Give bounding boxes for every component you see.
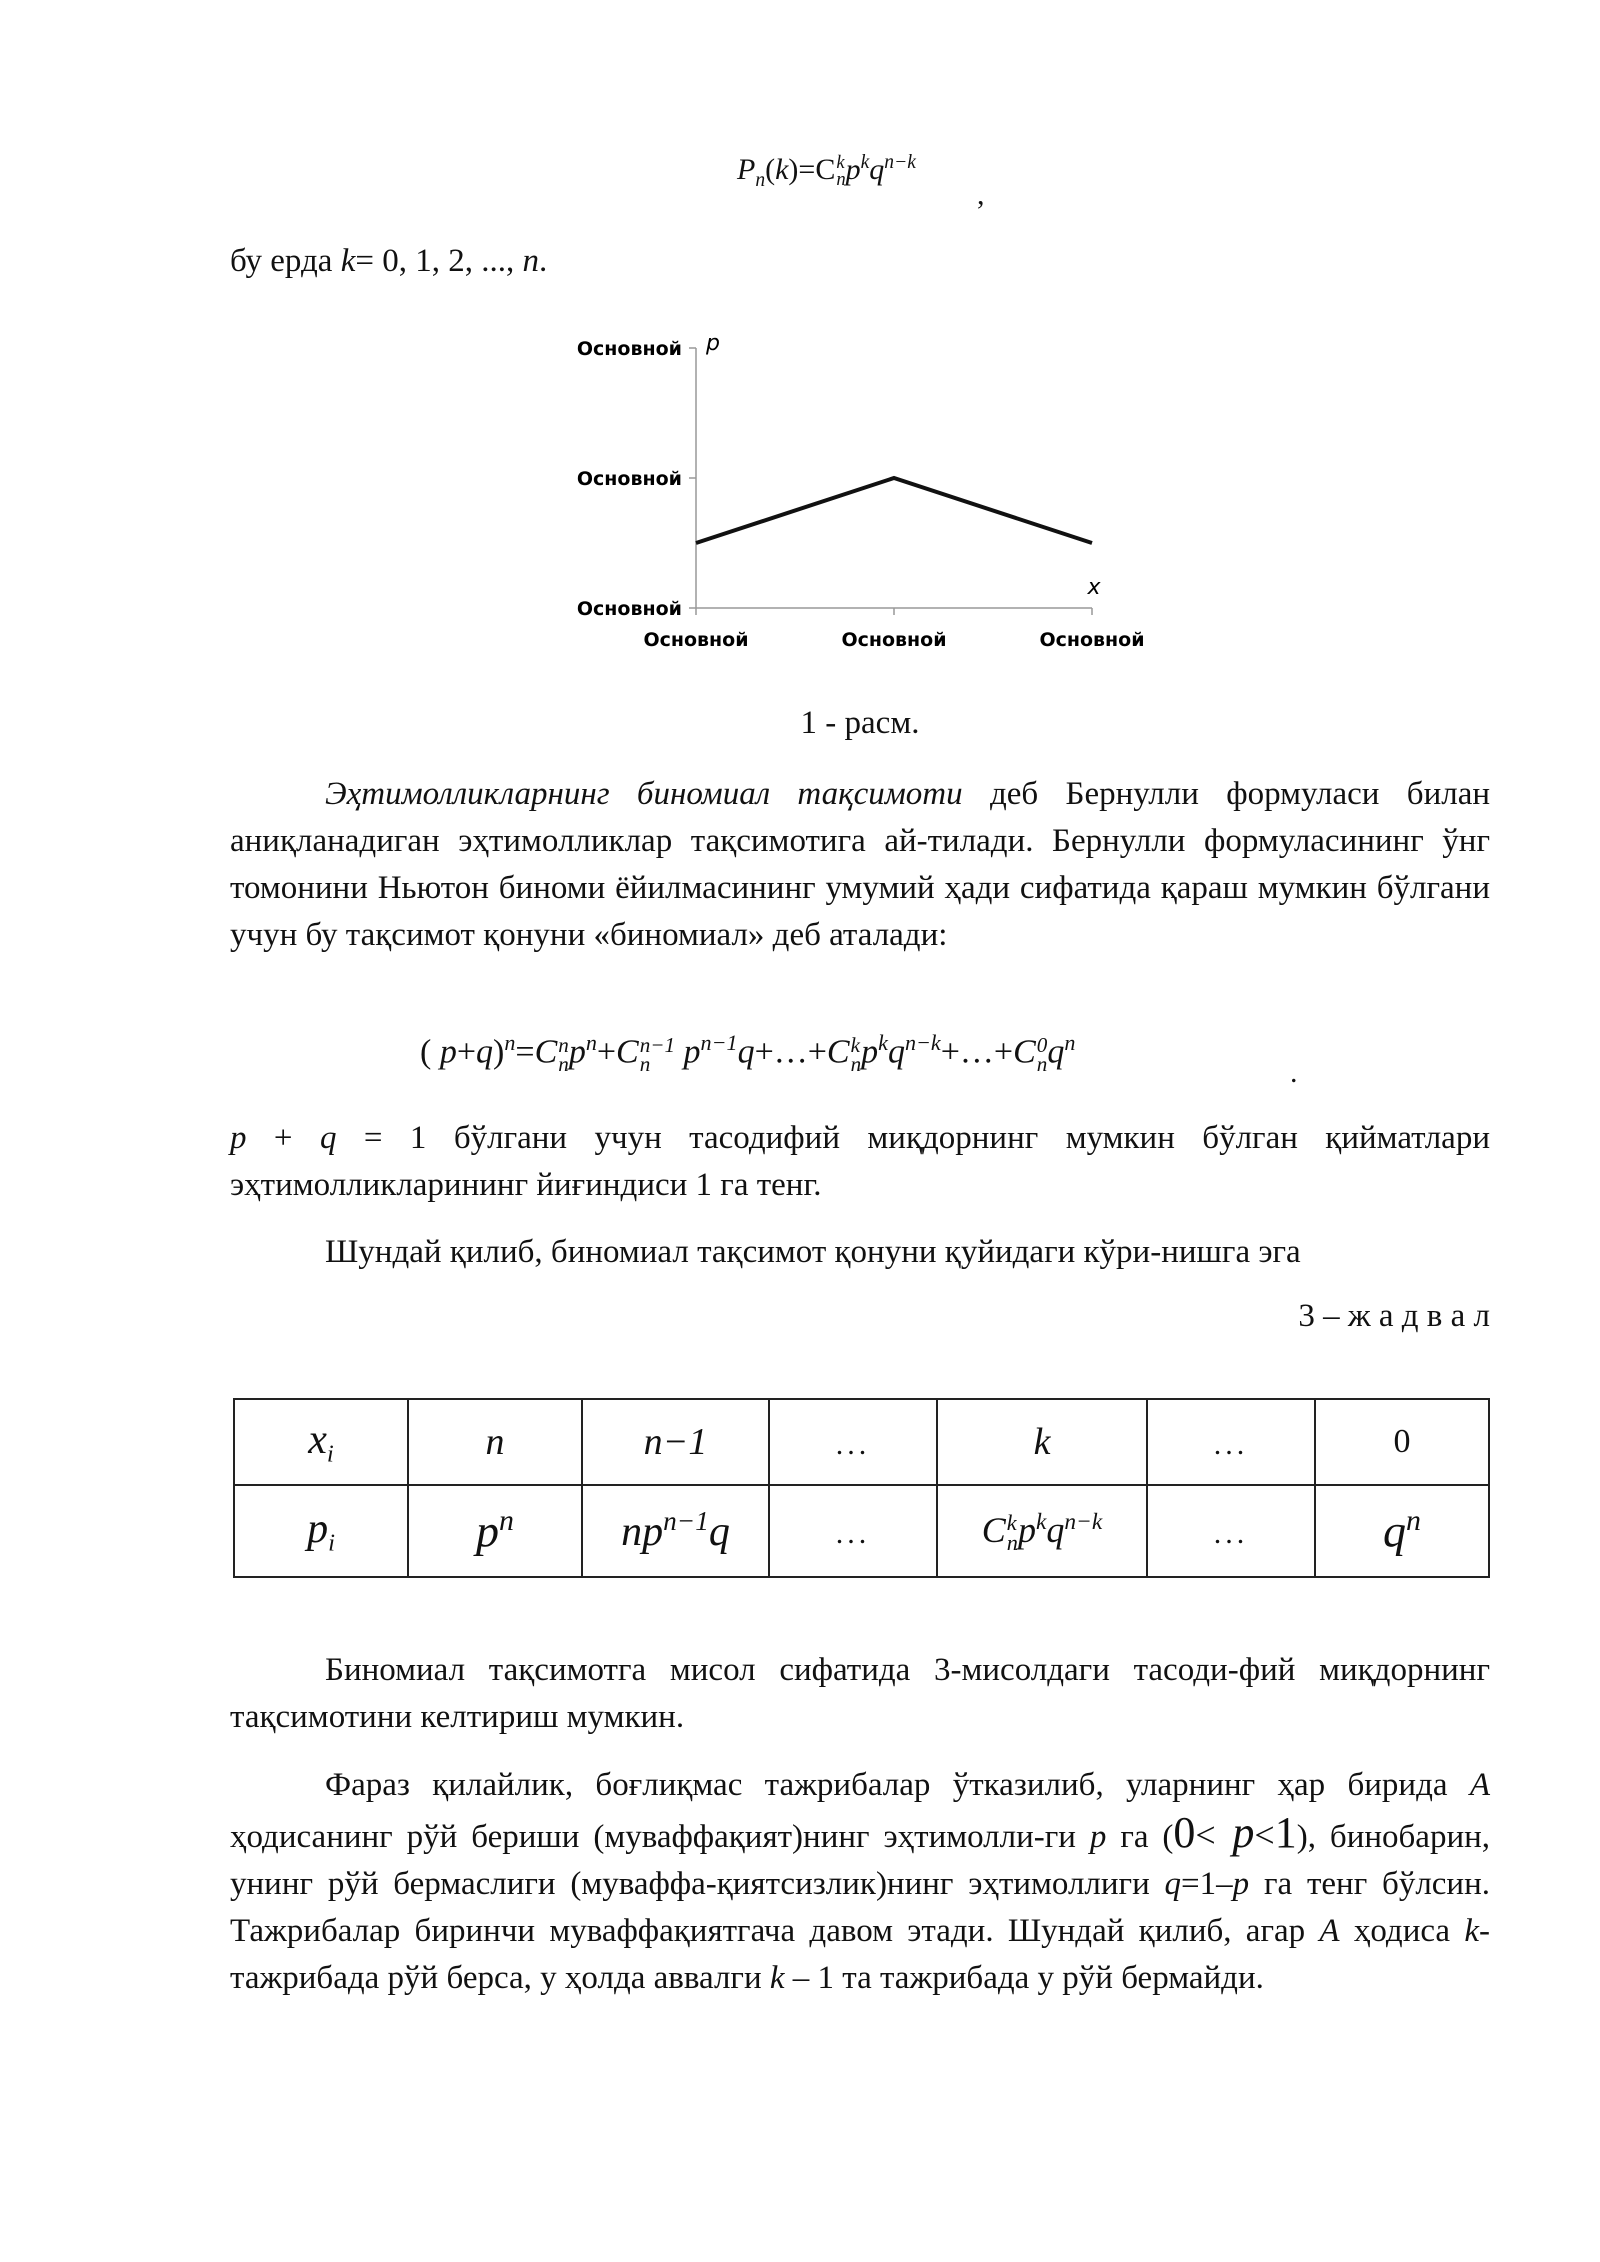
- table-cell: C k n $p^kq^{n-k}$: [937, 1485, 1147, 1577]
- table-cell: 0: [1315, 1399, 1489, 1485]
- table-row-probabilities: [234, 1485, 1489, 1577]
- table-cell: k: [937, 1399, 1147, 1485]
- series-line: [696, 478, 1092, 543]
- formula-period: .: [1290, 1056, 1298, 1089]
- figure-chart: [560, 310, 1180, 680]
- paragraph-example-reference: Биномиал тақсимотга мисол сифатида 3-мисолдаги тасоди-фий миқдорнинг тақсимотини келтириш мумкин.: [230, 1652, 1490, 1735]
- table-cell: $p^n$: [408, 1485, 582, 1577]
- table-cell-header-x: $x_i$: [234, 1399, 408, 1485]
- x-tick-label: Основной: [841, 629, 947, 651]
- x-axis-label: x: [1087, 575, 1101, 600]
- table-cell: $q^n$: [1315, 1485, 1489, 1577]
- table-cell: ...: [769, 1485, 937, 1577]
- paragraph-law-form: Шундай қилиб, биномиал тақсимот қонуни қуйидаги кўри-нишга эга: [325, 1234, 1301, 1270]
- table-cell: ...: [1147, 1485, 1315, 1577]
- table-cell: ...: [1147, 1399, 1315, 1485]
- x-tick-label: Основной: [643, 629, 749, 651]
- figure-caption: 1 - расм.: [800, 705, 920, 741]
- y-axis-label: p: [706, 331, 720, 356]
- y-tick-label: Основной: [576, 598, 682, 620]
- table-row-values: [234, 1399, 1489, 1485]
- table-label: 3 – ж а д в а л: [1298, 1298, 1490, 1334]
- table-cell-header-p: $p_i$: [234, 1485, 408, 1577]
- x-tick-label: Основной: [1039, 629, 1145, 651]
- range-statement: бу ерда k= 0, 1, 2, ..., n.: [230, 243, 548, 279]
- formula-comma: ,: [977, 178, 985, 211]
- paragraph-sum-of-probabilities: p + q = 1 бўлгани учун тасодифий миқдорнинг мумкин бўлган қийматлари эҳтимолликларининг йиғиндиси 1 га тенг.: [230, 1120, 1490, 1203]
- formula-binomial-expansion: ( p+q)$^n$=C n n $p^n+C$ n−1 n $p^{n-1}q+\dots+C$ k n $p^kq^{n-k}+\dots+C$ 0 n $q^n$: [420, 1030, 1076, 1076]
- table-cell: $np^{n-1}q$: [582, 1485, 769, 1577]
- formula-bernoulli: $P_n(k)=C$ k n $p^kq^{n-k}$: [737, 152, 916, 191]
- paragraph-binomial-definition: Эҳтимолликларнинг биномиал тақсимоти деб Бернулли формуласи билан аниқланадиган эҳтимолликлар тақсимотига ай-тилади. Бернулли формуласининг ўнг томонини Ньютон биноми ёйилмасининг умумий ҳади сифатида қараш мумкин бўлгани учун бу тақсимот қонуни «биномиал» деб аталади:: [230, 776, 1490, 953]
- table-cell: n−1: [582, 1399, 769, 1485]
- binomial-distribution-table: [233, 1398, 1490, 1578]
- table-cell: n: [408, 1399, 582, 1485]
- y-tick-label: Основной: [576, 468, 682, 490]
- paragraph-geometric-setup: Фараз қилайлик, боғлиқмас тажрибалар ўтказилиб, уларнинг ҳар бирида A ҳодисанинг рўй бериши (муваффақият)нинг эҳтимолли-ги p га (0< p<1), бинобарин, унинг рўй бермаслиги (муваффа-қиятсизлик)нинг эҳтимоллиги q=1–p га тенг бўлсин. Тажрибалар биринчи муваффақиятгача давом этади. Шундай қилиб, агар A ҳодиса k-тажрибада рўй берса, у ҳолда аввалги k – 1 та тажрибада у рўй бермайди.: [230, 1767, 1491, 1996]
- y-tick-label: Основной: [576, 338, 682, 360]
- table-cell: ...: [769, 1399, 937, 1485]
